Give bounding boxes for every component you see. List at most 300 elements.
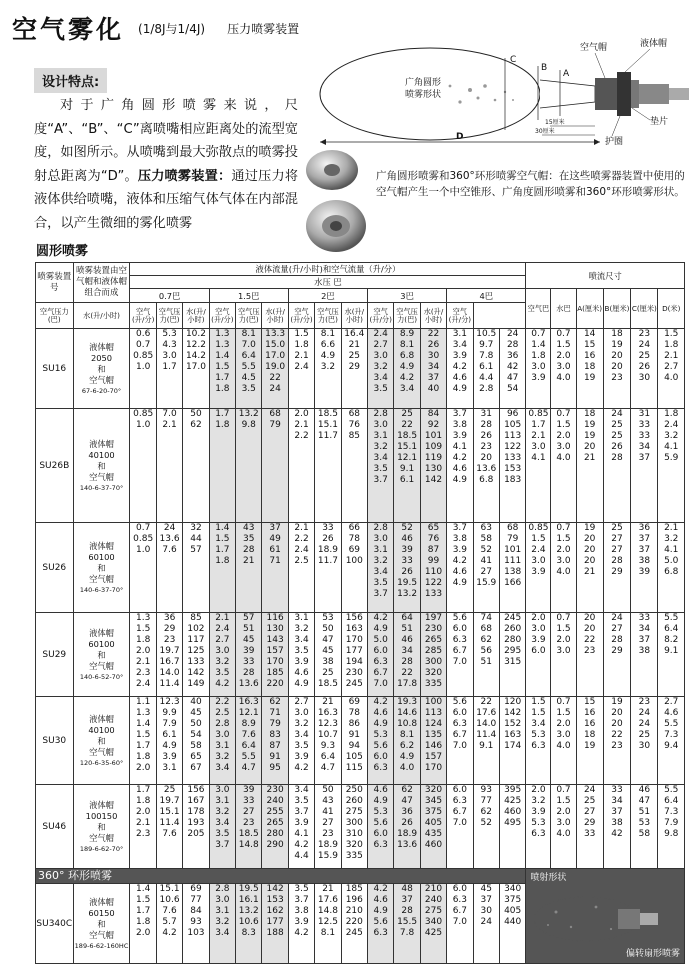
flow-cell-p2-air-value: 85 xyxy=(348,431,361,441)
flow-cell-p07-water-value: 11.4 xyxy=(159,818,180,828)
flow-cell-p3-air-value: 230 xyxy=(424,624,443,634)
flow-cell-p4-air-pressure-value: 5.6 xyxy=(452,697,468,707)
setup-line: 和 xyxy=(97,650,106,660)
flow-cell-p2-air-value: 78 xyxy=(348,708,361,718)
flow-cell-p07-air xyxy=(183,613,209,697)
flow-cell-p07-air-value: 167 xyxy=(187,796,205,806)
pattern-size-cell-b-value: 28 xyxy=(611,453,623,463)
flow-cell-p2-air-pressure-value: 2.1 xyxy=(294,351,309,361)
label-fluid-cap: 液体帽 xyxy=(640,39,668,49)
pattern-size-cell-b-value: 20 xyxy=(611,719,623,729)
pattern-size-cell-d xyxy=(658,785,685,869)
pattern-size-cell-d-value: 7.3 xyxy=(664,807,679,817)
fluid-cap-shape xyxy=(617,72,631,116)
flow-cell-p07-air-pressure xyxy=(130,613,156,697)
flow-cell-p15-air-value: 162 xyxy=(266,906,284,916)
flow-cell-p15-air-pressure-value: 3.0 xyxy=(215,730,230,740)
flow-cell-p2-air-value: 163 xyxy=(345,624,363,634)
flow-cell-p2-air-pressure-value: 2.4 xyxy=(294,545,309,555)
flow-cell-p4-water-value: 14.0 xyxy=(476,719,497,729)
flow-cell-p4-air-value: 280 xyxy=(504,635,522,645)
pattern-size-cell-water-value: 2.0 xyxy=(556,545,571,555)
flow-cell-p2-air-pressure-value: 3.9 xyxy=(294,752,309,762)
flow-cell-p15-water-value: 28 xyxy=(243,545,255,555)
label-dist1: 15厘米 xyxy=(545,119,565,126)
flow-cell-p4-air-pressure-value: 4.6 xyxy=(452,464,468,474)
flow-cell-p15-air-pressure xyxy=(209,329,235,409)
flow-cell-p4-air-pressure-value: 7.0 xyxy=(452,917,468,927)
features-text-part2: 通过压力将液体供给喷嘴，液体和压缩气体气体在内部混合，以产生微细的雾化喷雾 xyxy=(34,168,299,231)
pattern-size-cell-air-value: 2.1 xyxy=(531,431,546,441)
spray-shape-label: 喷射形状 xyxy=(530,873,567,883)
pattern-size-cell-air-value: 4.1 xyxy=(531,453,546,463)
page-title: 空气雾化 xyxy=(12,15,125,44)
flow-cell-p3-water-value: 7.8 xyxy=(399,928,415,938)
flow-cell-p3-air-pressure-value: 6.0 xyxy=(373,646,388,656)
flow-cell-p07-air-value: 40 xyxy=(190,697,202,707)
flow-cell-p4-water-value: 26 xyxy=(480,431,492,441)
flow-cell-p2-air xyxy=(341,613,367,697)
flow-cell-p07-air-value: 32 xyxy=(190,523,202,533)
pattern-size-cell-a-value: 19 xyxy=(583,431,596,441)
flow-cell-p2-air-value: 230 xyxy=(345,668,363,678)
flow-cell-p07-air-value: 10.2 xyxy=(185,329,206,339)
flow-cell-p2-water-value: 45 xyxy=(322,646,334,656)
setup-line: 2050 xyxy=(90,353,113,363)
setup-description xyxy=(73,409,130,523)
flow-cell-p2-air-value: 86 xyxy=(348,719,361,729)
flow-cell-p4-air-value: 460 xyxy=(504,807,522,817)
air-cap-shape xyxy=(595,78,617,110)
flow-cell-p15-air-value: 143 xyxy=(266,635,284,645)
flow-cell-p07-water-value: 23 xyxy=(163,635,176,645)
flow-cell-p07-air-pressure-value: 1.5 xyxy=(136,730,151,740)
flow-cell-p4-water xyxy=(473,523,499,613)
flow-cell-p4-water-value: 6.8 xyxy=(479,475,494,485)
flow-cell-p3-air-pressure-value: 3.4 xyxy=(373,373,388,383)
setup-description xyxy=(73,697,130,785)
flow-cell-p3-air-value: 425 xyxy=(424,928,443,938)
label-d: D xyxy=(456,132,464,142)
flow-cell-p3-water-value: 22 xyxy=(401,668,413,678)
pattern-size-cell-air xyxy=(526,523,551,613)
flow-cell-p2-water-value: 4.7 xyxy=(320,763,336,773)
pattern-size-cell-a-value: 27 xyxy=(583,807,596,817)
flow-cell-p2-air-value: 68 xyxy=(348,409,361,419)
flow-cell-p3-water-value: 17.8 xyxy=(397,679,418,689)
flow-cell-p07-air-value: 50 xyxy=(190,719,202,729)
flow-cell-p2-air-pressure-value: 4.6 xyxy=(294,668,309,678)
pattern-size-cell-b-value: 26 xyxy=(611,442,623,452)
flow-cell-p2-water-value: 27 xyxy=(322,818,334,828)
flow-cell-p15-water-value: 8.9 xyxy=(241,719,256,729)
flow-cell-p15-air-pressure-value: 3.2 xyxy=(215,807,230,817)
flow-cell-p3-air-pressure xyxy=(368,329,394,409)
flow-cell-p4-air-value: 111 xyxy=(504,556,522,566)
pattern-size-cell-a-value: 25 xyxy=(583,796,596,806)
flow-cell-p4-air-value: 42 xyxy=(506,362,519,372)
flow-cell-p2-water xyxy=(315,884,341,964)
flow-cell-p3-air-pressure-value: 3.0 xyxy=(373,351,388,361)
pattern-size-cell-water xyxy=(551,523,576,613)
flow-cell-p07-water-value: 15.1 xyxy=(159,807,180,817)
pattern-size-cell-c-value: 26 xyxy=(638,362,651,372)
pattern-size-cell-air-value: 3.9 xyxy=(531,635,546,645)
flow-cell-p4-water-value: 51 xyxy=(480,657,492,667)
flow-cell-p07-air xyxy=(183,884,209,964)
flow-cell-p2-water xyxy=(315,613,341,697)
flow-cell-p4-air-pressure-value: 3.9 xyxy=(452,351,468,361)
flow-cell-p3-air-value: 122 xyxy=(424,578,443,588)
header-pattern-size: 喷流尺寸 xyxy=(526,263,685,289)
flow-cell-p4-air-value: 425 xyxy=(504,796,522,806)
setup-line: 液体帽 xyxy=(89,714,114,724)
flow-cell-p07-water-value: 12.3 xyxy=(159,697,180,707)
flow-cell-p2-air-pressure-value: 3.1 xyxy=(294,613,309,623)
flow-cell-p4-air-pressure-value: 6.7 xyxy=(452,906,468,916)
flow-cell-p3-air-value: 26 xyxy=(427,340,440,350)
flow-cell-p2-air-pressure-value: 3.4 xyxy=(294,730,309,740)
flow-cell-p3-air-value: 22 xyxy=(427,329,440,339)
flow-cell-p2-air-pressure-value: 4.4 xyxy=(294,851,309,861)
flow-cell-p15-water-value: 9.8 xyxy=(241,420,256,430)
setup-line: 和 xyxy=(97,822,106,832)
flow-cell-p3-air-value: 109 xyxy=(424,442,443,452)
pattern-size-cell-water-value: 3.0 xyxy=(556,556,571,566)
flow-cell-p15-water-value: 27 xyxy=(243,807,255,817)
flow-cell-p4-air-pressure-value: 6.7 xyxy=(452,646,468,656)
pattern-size-cell-air-value: 2.0 xyxy=(531,785,546,795)
flow-cell-p2-water-value: 3.2 xyxy=(320,362,336,372)
pattern-size-cell-d-value: 4.6 xyxy=(664,708,679,718)
flow-cell-p15-air-pressure-value: 3.0 xyxy=(215,646,230,656)
flow-cell-p15-air xyxy=(262,523,288,613)
flow-cell-p07-air-value: 149 xyxy=(187,679,205,689)
flow-cell-p3-air-pressure-value: 6.3 xyxy=(373,763,388,773)
flow-cell-p15-air-pressure-value: 1.3 xyxy=(215,329,230,339)
pattern-size-cell-c-value: 37 xyxy=(638,635,651,645)
subheader-water-flow: 水(升/小时) xyxy=(262,303,288,329)
flow-cell-p2-air-pressure-value: 2.2 xyxy=(294,431,309,441)
flow-cell-p07-air-value: 54 xyxy=(190,730,202,740)
flow-cell-p15-air-pressure-value: 3.2 xyxy=(215,917,230,927)
pattern-size-cell-c-value: 34 xyxy=(638,442,651,452)
pattern-size-cell-c-value: 38 xyxy=(638,646,651,656)
pattern-size-cell-air-value: 1.5 xyxy=(531,708,546,718)
pattern-size-cell-a-value: 18 xyxy=(583,362,596,372)
flow-cell-p15-water-value: 13.2 xyxy=(238,409,259,419)
flow-cell-p3-air-value: 157 xyxy=(424,752,443,762)
flow-cell-p07-water xyxy=(156,409,182,523)
flow-cell-p15-air-pressure xyxy=(209,409,235,523)
flow-cell-p4-water-value: 41 xyxy=(480,556,492,566)
annular-section-title: 360° 环形喷雾 xyxy=(36,869,526,884)
flow-cell-p4-air-pressure-value: 4.2 xyxy=(452,453,468,463)
subheader-air-flow: 空气(升/分) xyxy=(209,303,235,329)
setup-code: 67-6-20-70° xyxy=(81,387,122,395)
flow-cell-p4-water xyxy=(473,697,499,785)
flow-cell-p07-air-pressure-value: 1.5 xyxy=(136,895,151,905)
flow-cell-p4-air-pressure-value: 6.7 xyxy=(452,730,468,740)
flow-cell-p4-air-value: 166 xyxy=(504,578,522,588)
model-number: SU30 xyxy=(36,697,74,785)
flow-cell-p4-air-value: 260 xyxy=(504,624,522,634)
flow-cell-p3-water-value: 13.6 xyxy=(397,840,418,850)
flow-cell-p3-air-pressure-value: 5.6 xyxy=(373,818,388,828)
pattern-size-cell-a-value: 19 xyxy=(583,420,596,430)
table-row xyxy=(36,697,685,785)
flow-cell-p15-air-pressure-value: 2.8 xyxy=(215,719,230,729)
flow-cell-p3-air-value: 300 xyxy=(424,657,443,667)
flow-cell-p2-air-pressure-value: 2.1 xyxy=(294,420,309,430)
flow-cell-p2-air-pressure-value: 3.2 xyxy=(294,624,309,634)
pattern-size-cell-c-value: 30 xyxy=(638,373,651,383)
pattern-size-cell-d-value: 7.9 xyxy=(664,818,679,828)
flow-cell-p15-water-value: 5.5 xyxy=(241,362,256,372)
flow-cell-p2-air-pressure-value: 3.5 xyxy=(294,741,309,751)
pattern-size-cell-b-value: 18 xyxy=(611,329,623,339)
pattern-size-cell-air xyxy=(526,697,551,785)
label-gasket: 垫片 xyxy=(650,117,669,127)
flow-cell-p4-water-value: 6.1 xyxy=(479,362,494,372)
pattern-size-cell-d xyxy=(658,329,685,409)
pattern-size-cell-a-value: 18 xyxy=(583,409,596,419)
flow-cell-p2-air-pressure xyxy=(288,884,314,964)
flow-cell-p15-air-pressure-value: 3.0 xyxy=(215,785,230,795)
flow-cell-p3-water xyxy=(394,785,420,869)
flow-cell-p3-water-value: 8.9 xyxy=(399,329,415,339)
flow-cell-p15-air-pressure-value: 3.1 xyxy=(215,741,230,751)
pattern-size-cell-a-value: 14 xyxy=(583,329,596,339)
pattern-size-cell-air-value: 3.9 xyxy=(531,373,546,383)
pattern-size-cell-b-value: 20 xyxy=(611,362,623,372)
pattern-size-cell-d-value: 4.1 xyxy=(664,442,679,452)
flow-cell-p2-air-value: 260 xyxy=(345,796,363,806)
pattern-size-cell-d-value: 5.0 xyxy=(664,556,679,566)
flow-cell-p4-air-value: 133 xyxy=(504,453,522,463)
flow-cell-p3-water-value: 13.2 xyxy=(397,589,418,599)
flow-cell-p3-air xyxy=(420,523,446,613)
flow-cell-p3-air-value: 30 xyxy=(427,351,440,361)
flow-cell-p15-water xyxy=(236,409,262,523)
pattern-size-cell-b-value: 23 xyxy=(611,373,623,383)
pattern-size-cell-c-value: 33 xyxy=(638,420,651,430)
flow-cell-p3-air xyxy=(420,884,446,964)
pattern-size-cell-d-value: 6.8 xyxy=(664,567,679,577)
pattern-size-cell-d-value: 7.3 xyxy=(664,730,679,740)
pattern-size-cell-b-value: 29 xyxy=(611,567,623,577)
flow-cell-p07-air-pressure-value: 1.3 xyxy=(136,708,151,718)
flow-cell-p4-water-value: 7.8 xyxy=(479,351,494,361)
pattern-size-cell-c xyxy=(631,785,658,869)
flow-cell-p3-water-value: 51 xyxy=(401,624,413,634)
flow-cell-p2-water-value: 50 xyxy=(322,624,334,634)
flow-cell-p2-air-pressure-value: 3.5 xyxy=(294,884,309,894)
flow-cell-p3-air-pressure xyxy=(368,409,394,523)
pattern-size-cell-water-value: 3.0 xyxy=(556,646,571,656)
flow-cell-p4-air-value: 79 xyxy=(506,534,519,544)
flow-cell-p4-water-value: 13.6 xyxy=(476,464,497,474)
flow-cell-p15-air-pressure-value: 1.4 xyxy=(215,351,230,361)
flow-cell-p07-air-pressure-value: 1.7 xyxy=(136,785,151,795)
flow-cell-p3-air-pressure-value: 4.2 xyxy=(373,613,388,623)
flow-cell-p15-air-value: 188 xyxy=(266,928,284,938)
header-pressure-2: 2巴 xyxy=(288,289,367,303)
pattern-size-cell-d-value: 2.4 xyxy=(664,420,679,430)
pattern-size-cell-c-value: 34 xyxy=(638,624,651,634)
flow-cell-p4-air-value: 495 xyxy=(504,818,522,828)
flow-cell-p3-water xyxy=(394,613,420,697)
flow-cell-p3-water-value: 22 xyxy=(401,420,413,430)
pattern-size-cell-a-value: 20 xyxy=(583,442,596,452)
subheader-air-flow: 空气(升/分) xyxy=(447,303,473,329)
header-a: A(厘米) xyxy=(576,289,603,329)
flow-cell-p07-air-value: 65 xyxy=(190,752,202,762)
flow-cell-p15-air-value: 230 xyxy=(266,785,284,795)
flow-cell-p07-air-pressure xyxy=(130,409,156,523)
flow-cell-p07-air-pressure-value: 1.8 xyxy=(136,752,151,762)
setup-line: 60100 xyxy=(88,639,115,649)
pattern-size-cell-water xyxy=(551,613,576,697)
flow-cell-p3-water-value: 9.1 xyxy=(399,464,415,474)
flow-cell-p4-water-value: 56 xyxy=(480,646,492,656)
section-title: 圆形喷雾 xyxy=(36,244,89,259)
pattern-size-cell-water-value: 4.0 xyxy=(556,453,571,463)
flow-cell-p15-water xyxy=(236,613,262,697)
flow-cell-p2-air-value: 170 xyxy=(345,635,363,645)
flow-cell-p3-water-value: 39 xyxy=(401,545,413,555)
pattern-size-cell-air-value: 6.0 xyxy=(531,646,546,656)
flow-cell-p15-air-value: 280 xyxy=(266,829,284,839)
pattern-size-cell-d xyxy=(658,523,685,613)
flow-cell-p15-air-pressure-value: 1.7 xyxy=(215,545,230,555)
flow-cell-p3-air-value: 84 xyxy=(427,409,440,419)
pattern-size-cell-b-value: 25 xyxy=(611,431,623,441)
flow-cell-p07-air-value: 44 xyxy=(190,534,202,544)
flow-cell-p07-air-pressure-value: 2.1 xyxy=(136,818,151,828)
pattern-size-cell-c-value: 58 xyxy=(638,829,651,839)
setup-line: 空气帽 xyxy=(89,833,114,843)
flow-cell-p2-air-pressure-value: 3.9 xyxy=(294,818,309,828)
pattern-size-cell-a-value: 21 xyxy=(583,567,596,577)
pattern-size-cell-air-value: 1.7 xyxy=(531,420,546,430)
flow-cell-p07-water-value: 3.1 xyxy=(162,763,177,773)
flow-cell-p4-air-pressure-value: 6.0 xyxy=(452,884,468,894)
flow-cell-p4-air-value: 36 xyxy=(506,351,519,361)
flow-cell-p4-water-value: 93 xyxy=(480,785,492,795)
flow-cell-p2-air-value: 66 xyxy=(348,523,361,533)
flow-cell-p3-air-value: 99 xyxy=(427,556,440,566)
pattern-size-cell-water-value: 1.5 xyxy=(556,340,571,350)
flow-cell-p15-air-value: 290 xyxy=(266,840,284,850)
flow-cell-p3-air-pressure-value: 5.0 xyxy=(373,635,388,645)
flow-cell-p4-air xyxy=(499,697,525,785)
flow-cell-p4-air-value: 174 xyxy=(504,741,522,751)
flow-cell-p4-air-pressure-value: 6.3 xyxy=(452,895,468,905)
setup-line: 空气帽 xyxy=(89,472,114,482)
flow-cell-p07-air-pressure-value: 0.85 xyxy=(133,351,154,361)
pattern-size-cell-d-value: 2.7 xyxy=(664,362,679,372)
flow-cell-p3-air-value: 460 xyxy=(424,840,443,850)
pattern-size-cell-a-value: 18 xyxy=(583,730,596,740)
pattern-size-cell-water-value: 4.0 xyxy=(556,741,571,751)
flow-cell-p07-water-value: 14.0 xyxy=(159,668,180,678)
header-c: C(厘米) xyxy=(631,289,658,329)
flow-cell-p2-water-value: 21 xyxy=(322,697,334,707)
pattern-size-cell-water-value: 3.0 xyxy=(556,730,571,740)
pattern-size-cell-a-value: 16 xyxy=(583,708,596,718)
header-size-air: 空气巴 xyxy=(526,289,551,329)
flow-cell-p07-air-pressure-value: 2.0 xyxy=(136,763,151,773)
flow-cell-p2-water-value: 47 xyxy=(322,635,334,645)
subheader-air-pressure: 空气压力(巴) xyxy=(236,303,262,329)
flow-cell-p15-water-value: 18.5 xyxy=(238,829,259,839)
flow-cell-p4-water-value: 24 xyxy=(480,917,492,927)
model-number: SU29 xyxy=(36,613,74,697)
flow-cell-p3-air-pressure xyxy=(368,697,394,785)
flow-cell-p3-water-value: 47 xyxy=(401,796,413,806)
pattern-size-cell-air-value: 5.3 xyxy=(531,730,546,740)
label-a: A xyxy=(563,69,570,79)
pattern-size-cell-c-value: 38 xyxy=(638,556,651,566)
flow-cell-p15-air-value: 157 xyxy=(266,646,284,656)
flow-cell-p4-water-value: 52 xyxy=(480,818,492,828)
deflected-spray-illustration xyxy=(526,887,666,949)
flow-cell-p2-air-value: 245 xyxy=(345,679,363,689)
flow-cell-p4-air-pressure-value: 6.3 xyxy=(452,635,468,645)
flow-cell-p3-air-pressure xyxy=(368,785,394,869)
flow-cell-p3-air-pressure-value: 3.2 xyxy=(373,556,388,566)
flow-cell-p15-water-value: 4.5 xyxy=(241,373,256,383)
flow-cell-p2-water-value: 18.9 xyxy=(317,545,338,555)
pattern-size-cell-b-value: 27 xyxy=(611,624,623,634)
subheader-water-flow: 水(升/小时) xyxy=(183,303,209,329)
pattern-size-cell-air-value: 2.0 xyxy=(531,613,546,623)
flow-cell-p07-air-pressure-value: 1.0 xyxy=(136,420,151,430)
flow-cell-p3-air-value: 101 xyxy=(424,431,443,441)
flow-cell-p15-water-value: 16.3 xyxy=(238,697,259,707)
flow-cell-p15-air-pressure-value: 1.8 xyxy=(215,556,230,566)
model-number: SU340C xyxy=(36,884,74,964)
flow-cell-p3-water-value: 6.2 xyxy=(399,741,415,751)
flow-cell-p2-air-pressure-value: 4.1 xyxy=(294,829,309,839)
pattern-size-cell-c-value: 47 xyxy=(638,796,651,806)
flow-cell-p3-air-pressure-value: 4.2 xyxy=(373,697,388,707)
pattern-size-cell-air-value: 3.0 xyxy=(531,624,546,634)
flow-cell-p15-air xyxy=(262,329,288,409)
flow-cell-p15-air-value: 87 xyxy=(269,741,281,751)
pattern-size-cell-a xyxy=(576,409,603,523)
flow-cell-p4-air-value: 122 xyxy=(504,442,522,452)
flow-cell-p2-air-value: 91 xyxy=(348,730,361,740)
flow-cell-p2-water xyxy=(315,785,341,869)
flow-cell-p3-air-pressure xyxy=(368,613,394,697)
flow-cell-p3-water-value: 6.8 xyxy=(399,351,415,361)
flow-cell-p15-air-value: 240 xyxy=(266,796,284,806)
pattern-size-cell-b-value: 42 xyxy=(611,829,623,839)
flow-cell-p2-air-pressure-value: 4.9 xyxy=(294,679,309,689)
flow-cell-p3-water-value: 52 xyxy=(401,523,413,533)
pattern-size-cell-air-value: 3.0 xyxy=(531,556,546,566)
flow-cell-p2-water xyxy=(315,523,341,613)
flow-cell-p3-air-pressure-value: 3.4 xyxy=(373,567,388,577)
flow-cell-p3-water-value: 33 xyxy=(401,556,413,566)
flow-cell-p07-air-value: 12.2 xyxy=(185,340,206,350)
pattern-size-cell-air-value: 6.3 xyxy=(531,741,546,751)
flow-cell-p2-water-value: 21 xyxy=(322,884,334,894)
pattern-size-cell-water-value: 0.7 xyxy=(556,329,571,339)
flow-cell-p2-air-pressure xyxy=(288,697,314,785)
